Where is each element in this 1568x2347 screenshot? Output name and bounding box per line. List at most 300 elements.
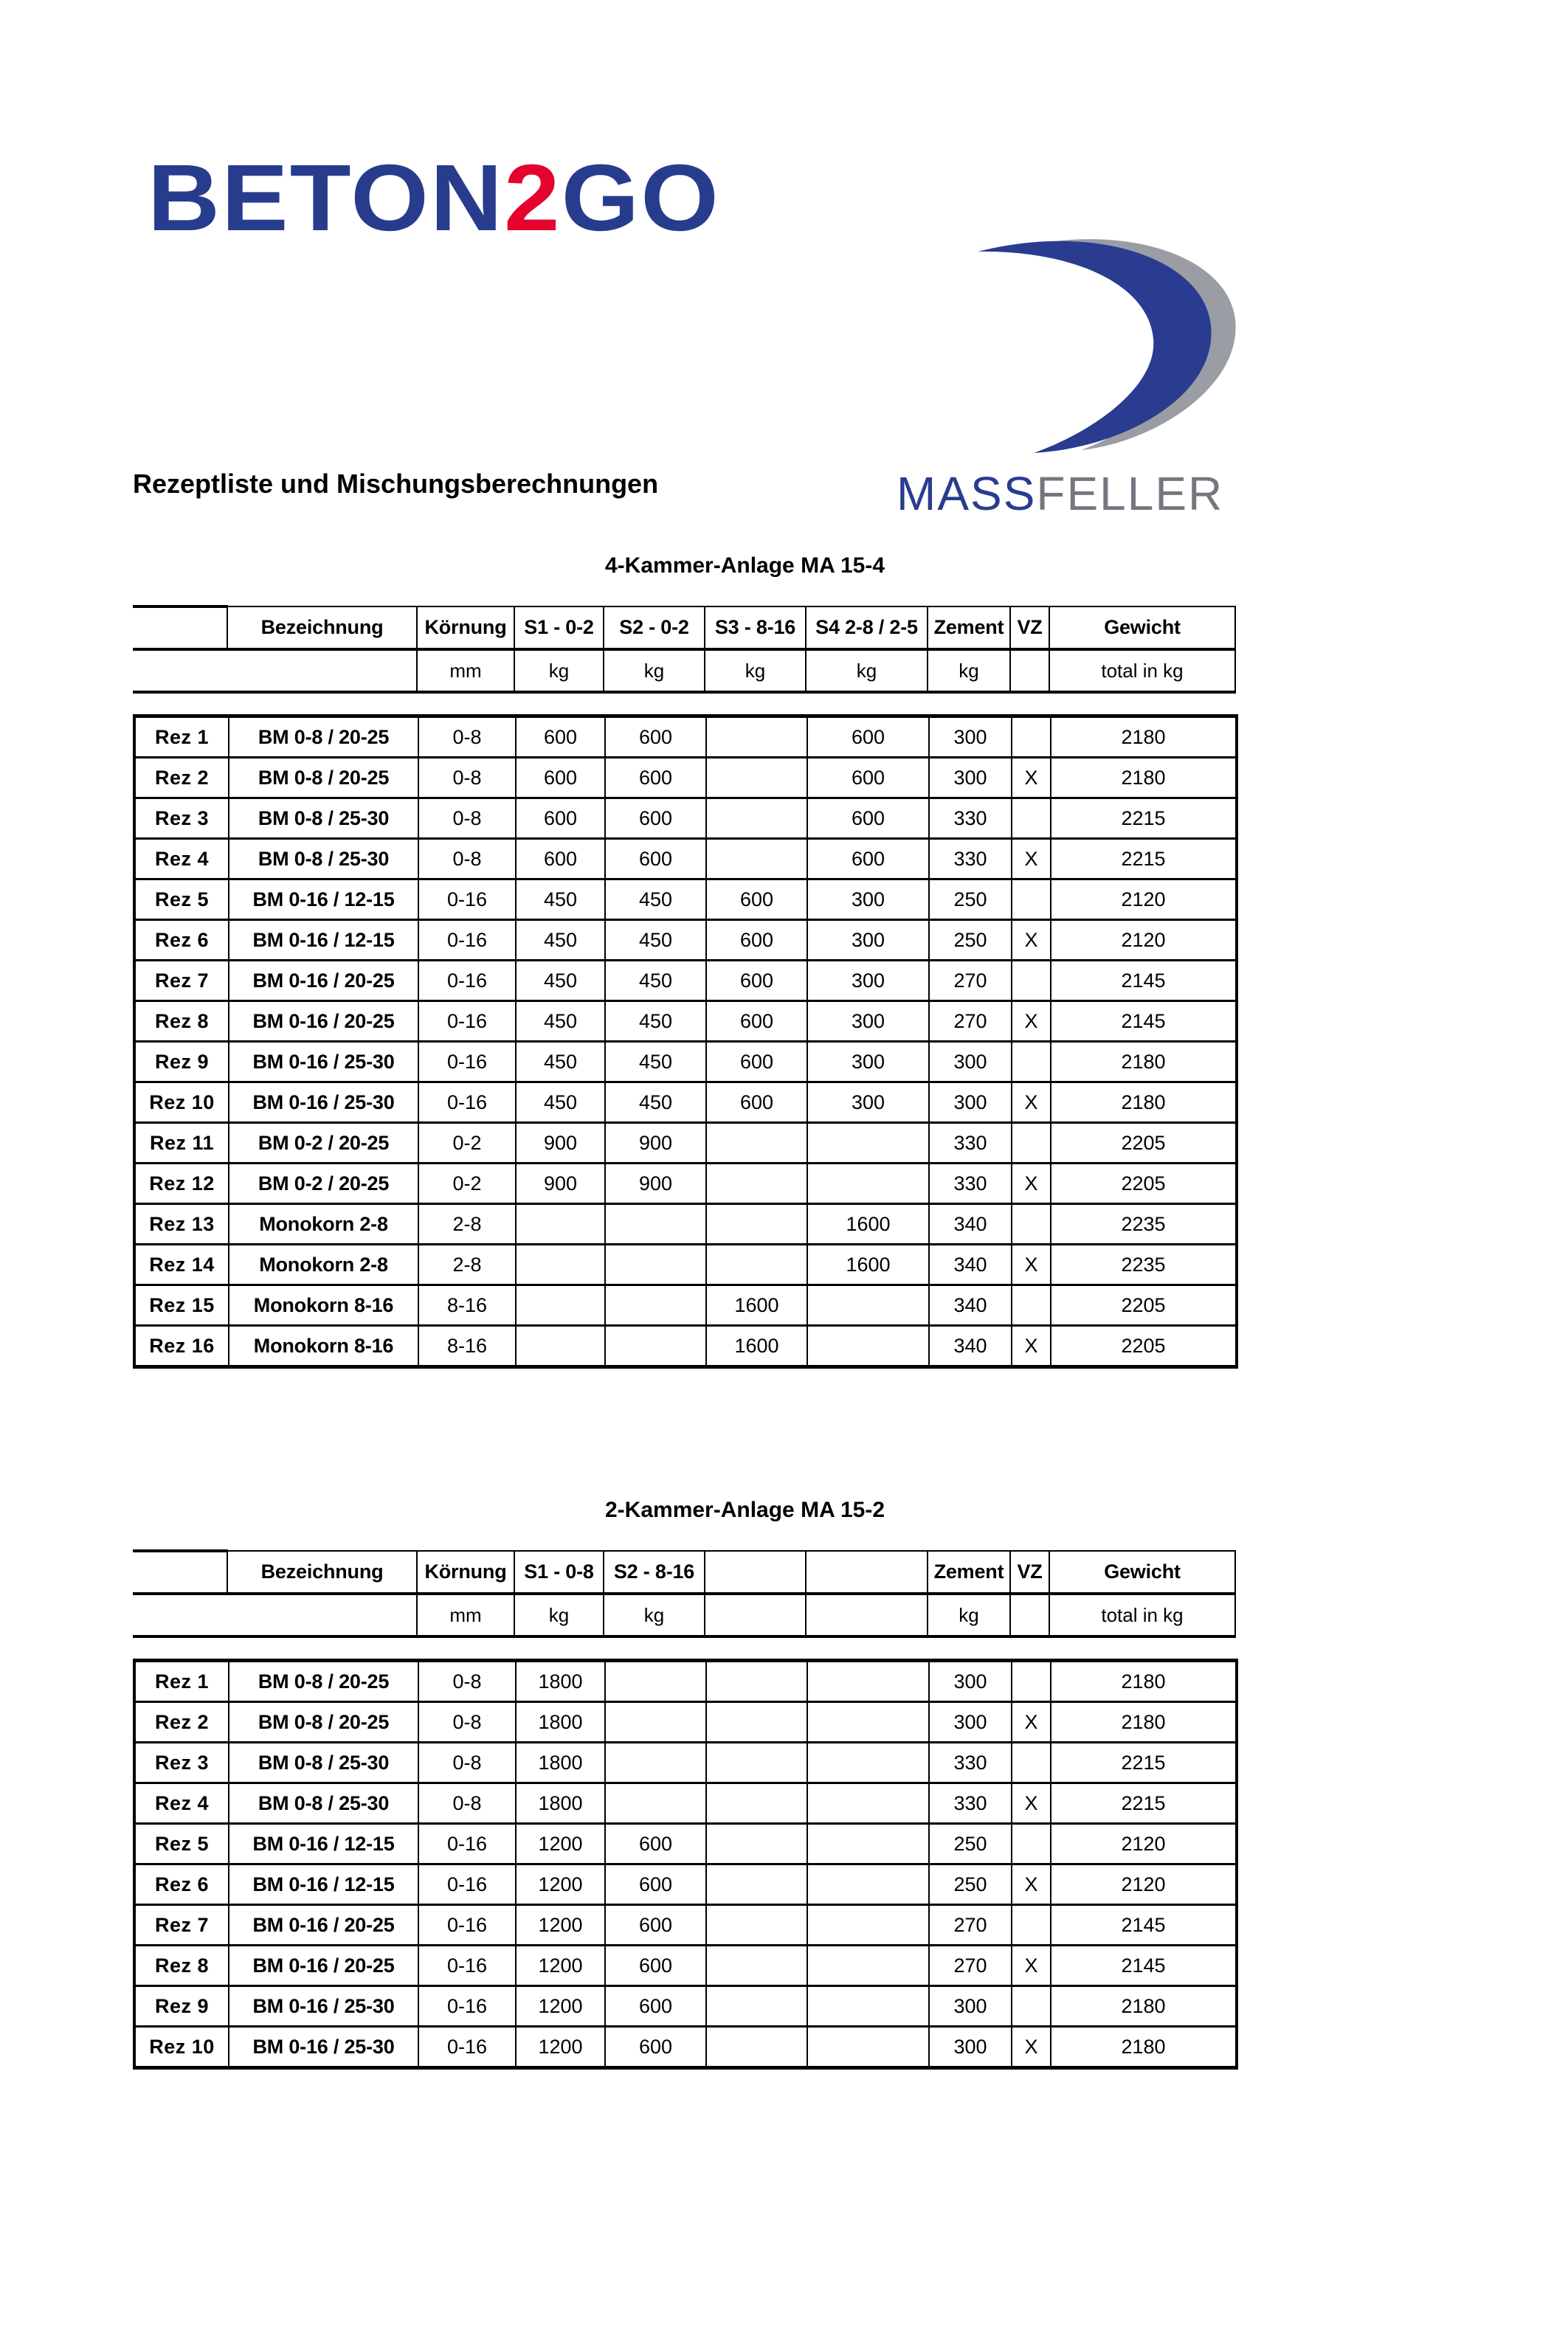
header-s3: S3 - 8-16: [705, 606, 806, 649]
cell-vz: X: [1012, 1946, 1051, 1986]
cell-zement: 270: [929, 1946, 1012, 1986]
section-title-plant-4-chamber: 4-Kammer-Anlage MA 15-4: [605, 553, 885, 578]
logo-wordmark-beton: BETON: [148, 145, 505, 251]
cell-vz: X: [1012, 839, 1051, 879]
cell-s3: [706, 1702, 807, 1743]
unit-vz: [1010, 1594, 1049, 1636]
cell-rez: Rez 1: [134, 1661, 229, 1702]
cell-koernung: 0-16: [418, 1001, 516, 1042]
cell-s3: 600: [706, 920, 807, 961]
cell-zement: 300: [929, 716, 1012, 758]
cell-s1: 1200: [516, 1864, 605, 1905]
cell-rez: Rez 16: [134, 1326, 229, 1367]
cell-s3: [706, 716, 807, 758]
cell-bezeichnung: Monokorn 2-8: [229, 1245, 418, 1285]
cell-bezeichnung: BM 0-16 / 25-30: [229, 2027, 418, 2068]
table-row: [134, 2027, 1237, 2068]
cell-gewicht: 2205: [1051, 1326, 1237, 1367]
cell-koernung: 8-16: [418, 1285, 516, 1326]
cell-s3: 1600: [706, 1326, 807, 1367]
cell-s4: 300: [807, 1001, 929, 1042]
cell-vz: [1012, 1204, 1051, 1245]
cell-rez: Rez 4: [134, 839, 229, 879]
header-zement: Zement: [928, 606, 1010, 649]
logo-wordmark-two: 2: [504, 145, 562, 251]
cell-s4: 300: [807, 1082, 929, 1123]
cell-s2: 600: [605, 2027, 706, 2068]
cell-s2: [605, 1743, 706, 1783]
cell-s3: [706, 1743, 807, 1783]
cell-koernung: 2-8: [418, 1245, 516, 1285]
cell-s4: 300: [807, 961, 929, 1001]
cell-zement: 250: [929, 879, 1012, 920]
table-row: [134, 920, 1237, 961]
table-row: [134, 1743, 1237, 1783]
cell-s2: 600: [605, 758, 706, 798]
cell-koernung: 0-16: [418, 920, 516, 961]
table-row: [134, 1285, 1237, 1326]
cell-koernung: 0-16: [418, 879, 516, 920]
cell-gewicht: 2215: [1051, 1783, 1237, 1824]
cell-gewicht: 2235: [1051, 1245, 1237, 1285]
table-row: [134, 1245, 1237, 1285]
cell-vz: X: [1012, 1082, 1051, 1123]
table-row: [134, 1905, 1237, 1946]
cell-s3: 600: [706, 1042, 807, 1082]
table-row: [134, 1946, 1237, 1986]
cell-gewicht: 2180: [1051, 1986, 1237, 2027]
cell-s2: [605, 1661, 706, 1702]
cell-gewicht: 2145: [1051, 1905, 1237, 1946]
table-header-2-kammer: [133, 1549, 1236, 1638]
cell-vz: [1012, 798, 1051, 839]
cell-s4: 600: [807, 758, 929, 798]
cell-s4: 1600: [807, 1245, 929, 1285]
cell-zement: 330: [929, 1123, 1012, 1164]
cell-zement: 250: [929, 1824, 1012, 1864]
cell-gewicht: 2180: [1051, 758, 1237, 798]
cell-rez: Rez 5: [134, 1824, 229, 1864]
cell-gewicht: 2145: [1051, 961, 1237, 1001]
cell-s1: 600: [516, 758, 605, 798]
cell-zement: 340: [929, 1204, 1012, 1245]
header-zement: Zement: [928, 1551, 1010, 1594]
cell-vz: X: [1012, 758, 1051, 798]
cell-s4: 600: [807, 839, 929, 879]
cell-rez: Rez 8: [134, 1946, 229, 1986]
header-vz: VZ: [1010, 1551, 1049, 1594]
cell-rez: Rez 12: [134, 1164, 229, 1204]
cell-koernung: 0-2: [418, 1164, 516, 1204]
cell-s1: 900: [516, 1164, 605, 1204]
cell-zement: 300: [929, 2027, 1012, 2068]
cell-s4: [807, 1783, 929, 1824]
logo-subword: [897, 467, 1224, 520]
cell-s1: 1200: [516, 1905, 605, 1946]
table-body-2-kammer: [133, 1659, 1238, 2070]
cell-gewicht: 2215: [1051, 1743, 1237, 1783]
table-row: [134, 1824, 1237, 1864]
cell-s1: [516, 1245, 605, 1285]
unit-gewicht: total in kg: [1049, 649, 1235, 692]
cell-gewicht: 2120: [1051, 879, 1237, 920]
cell-s4: 300: [807, 879, 929, 920]
cell-bezeichnung: BM 0-8 / 25-30: [229, 1743, 418, 1783]
cell-zement: 270: [929, 1905, 1012, 1946]
cell-s3: 1600: [706, 1285, 807, 1326]
cell-s2: 600: [605, 839, 706, 879]
unit-koernung: mm: [417, 649, 514, 692]
cell-bezeichnung: BM 0-16 / 12-15: [229, 1824, 418, 1864]
cell-s1: 450: [516, 1042, 605, 1082]
cell-rez: Rez 8: [134, 1001, 229, 1042]
table-row: [134, 716, 1237, 758]
cell-koernung: 0-8: [418, 758, 516, 798]
header-s2: S2 - 8-16: [604, 1551, 705, 1594]
unit-spacer: [133, 649, 227, 692]
unit-spacer: [133, 1594, 227, 1636]
cell-s3: [706, 1661, 807, 1702]
cell-gewicht: 2145: [1051, 1001, 1237, 1042]
cell-koernung: 8-16: [418, 1326, 516, 1367]
header-spacer: [133, 606, 227, 649]
cell-bezeichnung: BM 0-16 / 25-30: [229, 1082, 418, 1123]
table-header-4-kammer: [133, 605, 1236, 694]
cell-s2: 450: [605, 1001, 706, 1042]
header-spacer: [133, 1551, 227, 1594]
cell-rez: Rez 6: [134, 920, 229, 961]
cell-s1: 1200: [516, 1824, 605, 1864]
cell-rez: Rez 15: [134, 1285, 229, 1326]
logo-wordmark-go: GO: [561, 145, 720, 251]
cell-zement: 250: [929, 1864, 1012, 1905]
cell-bezeichnung: BM 0-16 / 25-30: [229, 1986, 418, 2027]
cell-zement: 330: [929, 839, 1012, 879]
header-koernung: Körnung: [417, 1551, 514, 1594]
cell-s4: 1600: [807, 1204, 929, 1245]
unit-s2: kg: [604, 649, 705, 692]
cell-zement: 300: [929, 1702, 1012, 1743]
table-row: [134, 1204, 1237, 1245]
cell-s2: [605, 1245, 706, 1285]
cell-bezeichnung: BM 0-8 / 20-25: [229, 1702, 418, 1743]
cell-vz: [1012, 1743, 1051, 1783]
table-row: [134, 1082, 1237, 1123]
cell-gewicht: 2235: [1051, 1204, 1237, 1245]
cell-koernung: 0-16: [418, 1824, 516, 1864]
cell-s4: [807, 1743, 929, 1783]
table-row: [134, 1001, 1237, 1042]
cell-koernung: 0-16: [418, 1905, 516, 1946]
cell-s1: 1800: [516, 1661, 605, 1702]
cell-zement: 270: [929, 1001, 1012, 1042]
cell-s4: [807, 1123, 929, 1164]
header-empty-1: [705, 1551, 806, 1594]
cell-s3: [706, 1783, 807, 1824]
cell-gewicht: 2180: [1051, 716, 1237, 758]
cell-bezeichnung: BM 0-8 / 20-25: [229, 758, 418, 798]
cell-zement: 330: [929, 798, 1012, 839]
cell-s1: 1200: [516, 1986, 605, 2027]
cell-s1: 1200: [516, 2027, 605, 2068]
header-s4: S4 2-8 / 2-5: [806, 606, 928, 649]
cell-bezeichnung: Monokorn 8-16: [229, 1285, 418, 1326]
table-row: [134, 879, 1237, 920]
logo-wordmark: [148, 145, 720, 251]
cell-s4: [807, 1702, 929, 1743]
cell-s2: 600: [605, 1946, 706, 1986]
cell-vz: X: [1012, 1783, 1051, 1824]
recipe-table-2-kammer: [133, 1549, 1238, 2070]
cell-bezeichnung: BM 0-8 / 20-25: [229, 716, 418, 758]
cell-vz: [1012, 1285, 1051, 1326]
cell-rez: Rez 9: [134, 1986, 229, 2027]
cell-vz: [1012, 1986, 1051, 2027]
cell-s4: 600: [807, 716, 929, 758]
cell-gewicht: 2145: [1051, 1946, 1237, 1986]
table-row: [134, 1164, 1237, 1204]
cell-gewicht: 2120: [1051, 920, 1237, 961]
cell-s4: [807, 1661, 929, 1702]
cell-s4: 300: [807, 920, 929, 961]
cell-rez: Rez 10: [134, 1082, 229, 1123]
header-bezeichnung: Bezeichnung: [227, 1551, 417, 1594]
header-s1: S1 - 0-8: [514, 1551, 604, 1594]
cell-koernung: 0-8: [418, 1661, 516, 1702]
cell-gewicht: 2180: [1051, 2027, 1237, 2068]
cell-s4: [807, 1164, 929, 1204]
cell-vz: [1012, 716, 1051, 758]
cell-vz: X: [1012, 1245, 1051, 1285]
cell-zement: 340: [929, 1245, 1012, 1285]
cell-s3: [706, 1164, 807, 1204]
recipe-table-4-kammer: [133, 605, 1238, 1369]
swoosh-icon: [860, 232, 1243, 454]
cell-zement: 270: [929, 961, 1012, 1001]
cell-vz: [1012, 1661, 1051, 1702]
cell-zement: 340: [929, 1285, 1012, 1326]
cell-s2: 600: [605, 1986, 706, 2027]
cell-bezeichnung: BM 0-16 / 12-15: [229, 920, 418, 961]
cell-bezeichnung: Monokorn 2-8: [229, 1204, 418, 1245]
cell-vz: X: [1012, 2027, 1051, 2068]
cell-s1: 450: [516, 879, 605, 920]
cell-zement: 300: [929, 1661, 1012, 1702]
cell-s4: [807, 2027, 929, 2068]
cell-bezeichnung: Monokorn 8-16: [229, 1326, 418, 1367]
cell-s2: [605, 1783, 706, 1824]
cell-s1: 1800: [516, 1702, 605, 1743]
cell-s2: 600: [605, 1905, 706, 1946]
cell-s1: 1200: [516, 1946, 605, 1986]
cell-koernung: 0-2: [418, 1123, 516, 1164]
cell-s1: 450: [516, 920, 605, 961]
cell-rez: Rez 2: [134, 1702, 229, 1743]
cell-s2: 600: [605, 716, 706, 758]
cell-zement: 250: [929, 920, 1012, 961]
cell-s1: 450: [516, 1001, 605, 1042]
cell-s3: [706, 1905, 807, 1946]
cell-s1: 600: [516, 839, 605, 879]
table-row: [134, 1783, 1237, 1824]
cell-s2: 600: [605, 1864, 706, 1905]
cell-gewicht: 2215: [1051, 839, 1237, 879]
cell-s3: 600: [706, 879, 807, 920]
cell-s2: [605, 1204, 706, 1245]
cell-s1: 600: [516, 798, 605, 839]
header-bezeichnung: Bezeichnung: [227, 606, 417, 649]
cell-s2: [605, 1326, 706, 1367]
page-title: Rezeptliste und Mischungsberechnungen: [133, 469, 659, 499]
cell-s3: [706, 1245, 807, 1285]
cell-bezeichnung: BM 0-16 / 12-15: [229, 1864, 418, 1905]
cell-s1: 600: [516, 716, 605, 758]
cell-s2: [605, 1285, 706, 1326]
cell-s1: [516, 1285, 605, 1326]
unit-bezeichnung: [227, 649, 417, 692]
cell-s3: 600: [706, 1001, 807, 1042]
cell-bezeichnung: BM 0-16 / 20-25: [229, 1001, 418, 1042]
cell-bezeichnung: BM 0-2 / 20-25: [229, 1164, 418, 1204]
unit-s3: kg: [705, 649, 806, 692]
unit-zement: kg: [928, 649, 1010, 692]
cell-s3: [706, 839, 807, 879]
cell-zement: 300: [929, 1082, 1012, 1123]
cell-zement: 330: [929, 1743, 1012, 1783]
table-row: [134, 1123, 1237, 1164]
cell-rez: Rez 5: [134, 879, 229, 920]
unit-koernung: mm: [417, 1594, 514, 1636]
unit-empty-1: [705, 1594, 806, 1636]
unit-empty-2: [806, 1594, 928, 1636]
cell-gewicht: 2215: [1051, 798, 1237, 839]
cell-rez: Rez 7: [134, 1905, 229, 1946]
table-row: [134, 1702, 1237, 1743]
cell-s4: [807, 1824, 929, 1864]
cell-gewicht: 2180: [1051, 1702, 1237, 1743]
cell-vz: [1012, 879, 1051, 920]
cell-s2: 900: [605, 1164, 706, 1204]
cell-vz: [1012, 1824, 1051, 1864]
header-s2: S2 - 0-2: [604, 606, 705, 649]
cell-s1: [516, 1204, 605, 1245]
cell-koernung: 0-8: [418, 839, 516, 879]
cell-vz: [1012, 961, 1051, 1001]
cell-vz: X: [1012, 920, 1051, 961]
cell-koernung: 0-16: [418, 1864, 516, 1905]
cell-s1: 900: [516, 1123, 605, 1164]
cell-gewicht: 2120: [1051, 1824, 1237, 1864]
cell-s2: 450: [605, 920, 706, 961]
cell-koernung: 2-8: [418, 1204, 516, 1245]
header-s1: S1 - 0-2: [514, 606, 604, 649]
table-row: [134, 839, 1237, 879]
cell-koernung: 0-16: [418, 961, 516, 1001]
cell-bezeichnung: BM 0-16 / 25-30: [229, 1042, 418, 1082]
cell-s4: [807, 1864, 929, 1905]
cell-koernung: 0-8: [418, 798, 516, 839]
cell-vz: X: [1012, 1326, 1051, 1367]
cell-bezeichnung: BM 0-8 / 20-25: [229, 1661, 418, 1702]
cell-gewicht: 2120: [1051, 1864, 1237, 1905]
cell-vz: [1012, 1905, 1051, 1946]
unit-bezeichnung: [227, 1594, 417, 1636]
cell-koernung: 0-16: [418, 2027, 516, 2068]
header-vz: VZ: [1010, 606, 1049, 649]
section-title-plant-2-chamber: 2-Kammer-Anlage MA 15-2: [605, 1498, 885, 1522]
cell-rez: Rez 3: [134, 1743, 229, 1783]
cell-s3: [706, 1824, 807, 1864]
header-gewicht: Gewicht: [1049, 1551, 1235, 1594]
table-row: [134, 961, 1237, 1001]
cell-s1: [516, 1326, 605, 1367]
table-body-4-kammer: [133, 714, 1238, 1369]
cell-rez: Rez 10: [134, 2027, 229, 2068]
cell-bezeichnung: BM 0-16 / 20-25: [229, 1946, 418, 1986]
unit-zement: kg: [928, 1594, 1010, 1636]
cell-gewicht: 2180: [1051, 1042, 1237, 1082]
cell-s3: [706, 1123, 807, 1164]
cell-zement: 300: [929, 758, 1012, 798]
cell-s4: [807, 1285, 929, 1326]
cell-gewicht: 2205: [1051, 1164, 1237, 1204]
cell-rez: Rez 14: [134, 1245, 229, 1285]
cell-bezeichnung: BM 0-16 / 20-25: [229, 961, 418, 1001]
cell-s3: [706, 1864, 807, 1905]
cell-vz: [1012, 1123, 1051, 1164]
cell-s3: [706, 1946, 807, 1986]
cell-s4: 600: [807, 798, 929, 839]
cell-s4: 300: [807, 1042, 929, 1082]
cell-s3: [706, 1986, 807, 2027]
table-row: [134, 798, 1237, 839]
cell-s2: 600: [605, 798, 706, 839]
cell-s1: 1800: [516, 1743, 605, 1783]
cell-s4: [807, 1905, 929, 1946]
cell-zement: 300: [929, 1986, 1012, 2027]
table-row: [134, 1042, 1237, 1082]
cell-s2: 450: [605, 1082, 706, 1123]
cell-koernung: 0-16: [418, 1082, 516, 1123]
cell-s2: 450: [605, 879, 706, 920]
cell-rez: Rez 3: [134, 798, 229, 839]
cell-s2: 450: [605, 1042, 706, 1082]
cell-rez: Rez 7: [134, 961, 229, 1001]
cell-koernung: 0-16: [418, 1946, 516, 1986]
cell-koernung: 0-8: [418, 716, 516, 758]
cell-bezeichnung: BM 0-16 / 20-25: [229, 1905, 418, 1946]
unit-s4: kg: [806, 649, 928, 692]
cell-zement: 340: [929, 1326, 1012, 1367]
cell-gewicht: 2180: [1051, 1661, 1237, 1702]
cell-rez: Rez 9: [134, 1042, 229, 1082]
unit-vz: [1010, 649, 1049, 692]
unit-s1: kg: [514, 1594, 604, 1636]
cell-s3: 600: [706, 1082, 807, 1123]
cell-vz: [1012, 1042, 1051, 1082]
table-row: [134, 1326, 1237, 1367]
cell-s3: [706, 1204, 807, 1245]
cell-s2: 900: [605, 1123, 706, 1164]
cell-zement: 300: [929, 1042, 1012, 1082]
cell-s4: [807, 1326, 929, 1367]
cell-koernung: 0-8: [418, 1702, 516, 1743]
cell-rez: Rez 11: [134, 1123, 229, 1164]
cell-bezeichnung: BM 0-8 / 25-30: [229, 1783, 418, 1824]
cell-vz: X: [1012, 1164, 1051, 1204]
cell-zement: 330: [929, 1164, 1012, 1204]
table-row: [134, 758, 1237, 798]
